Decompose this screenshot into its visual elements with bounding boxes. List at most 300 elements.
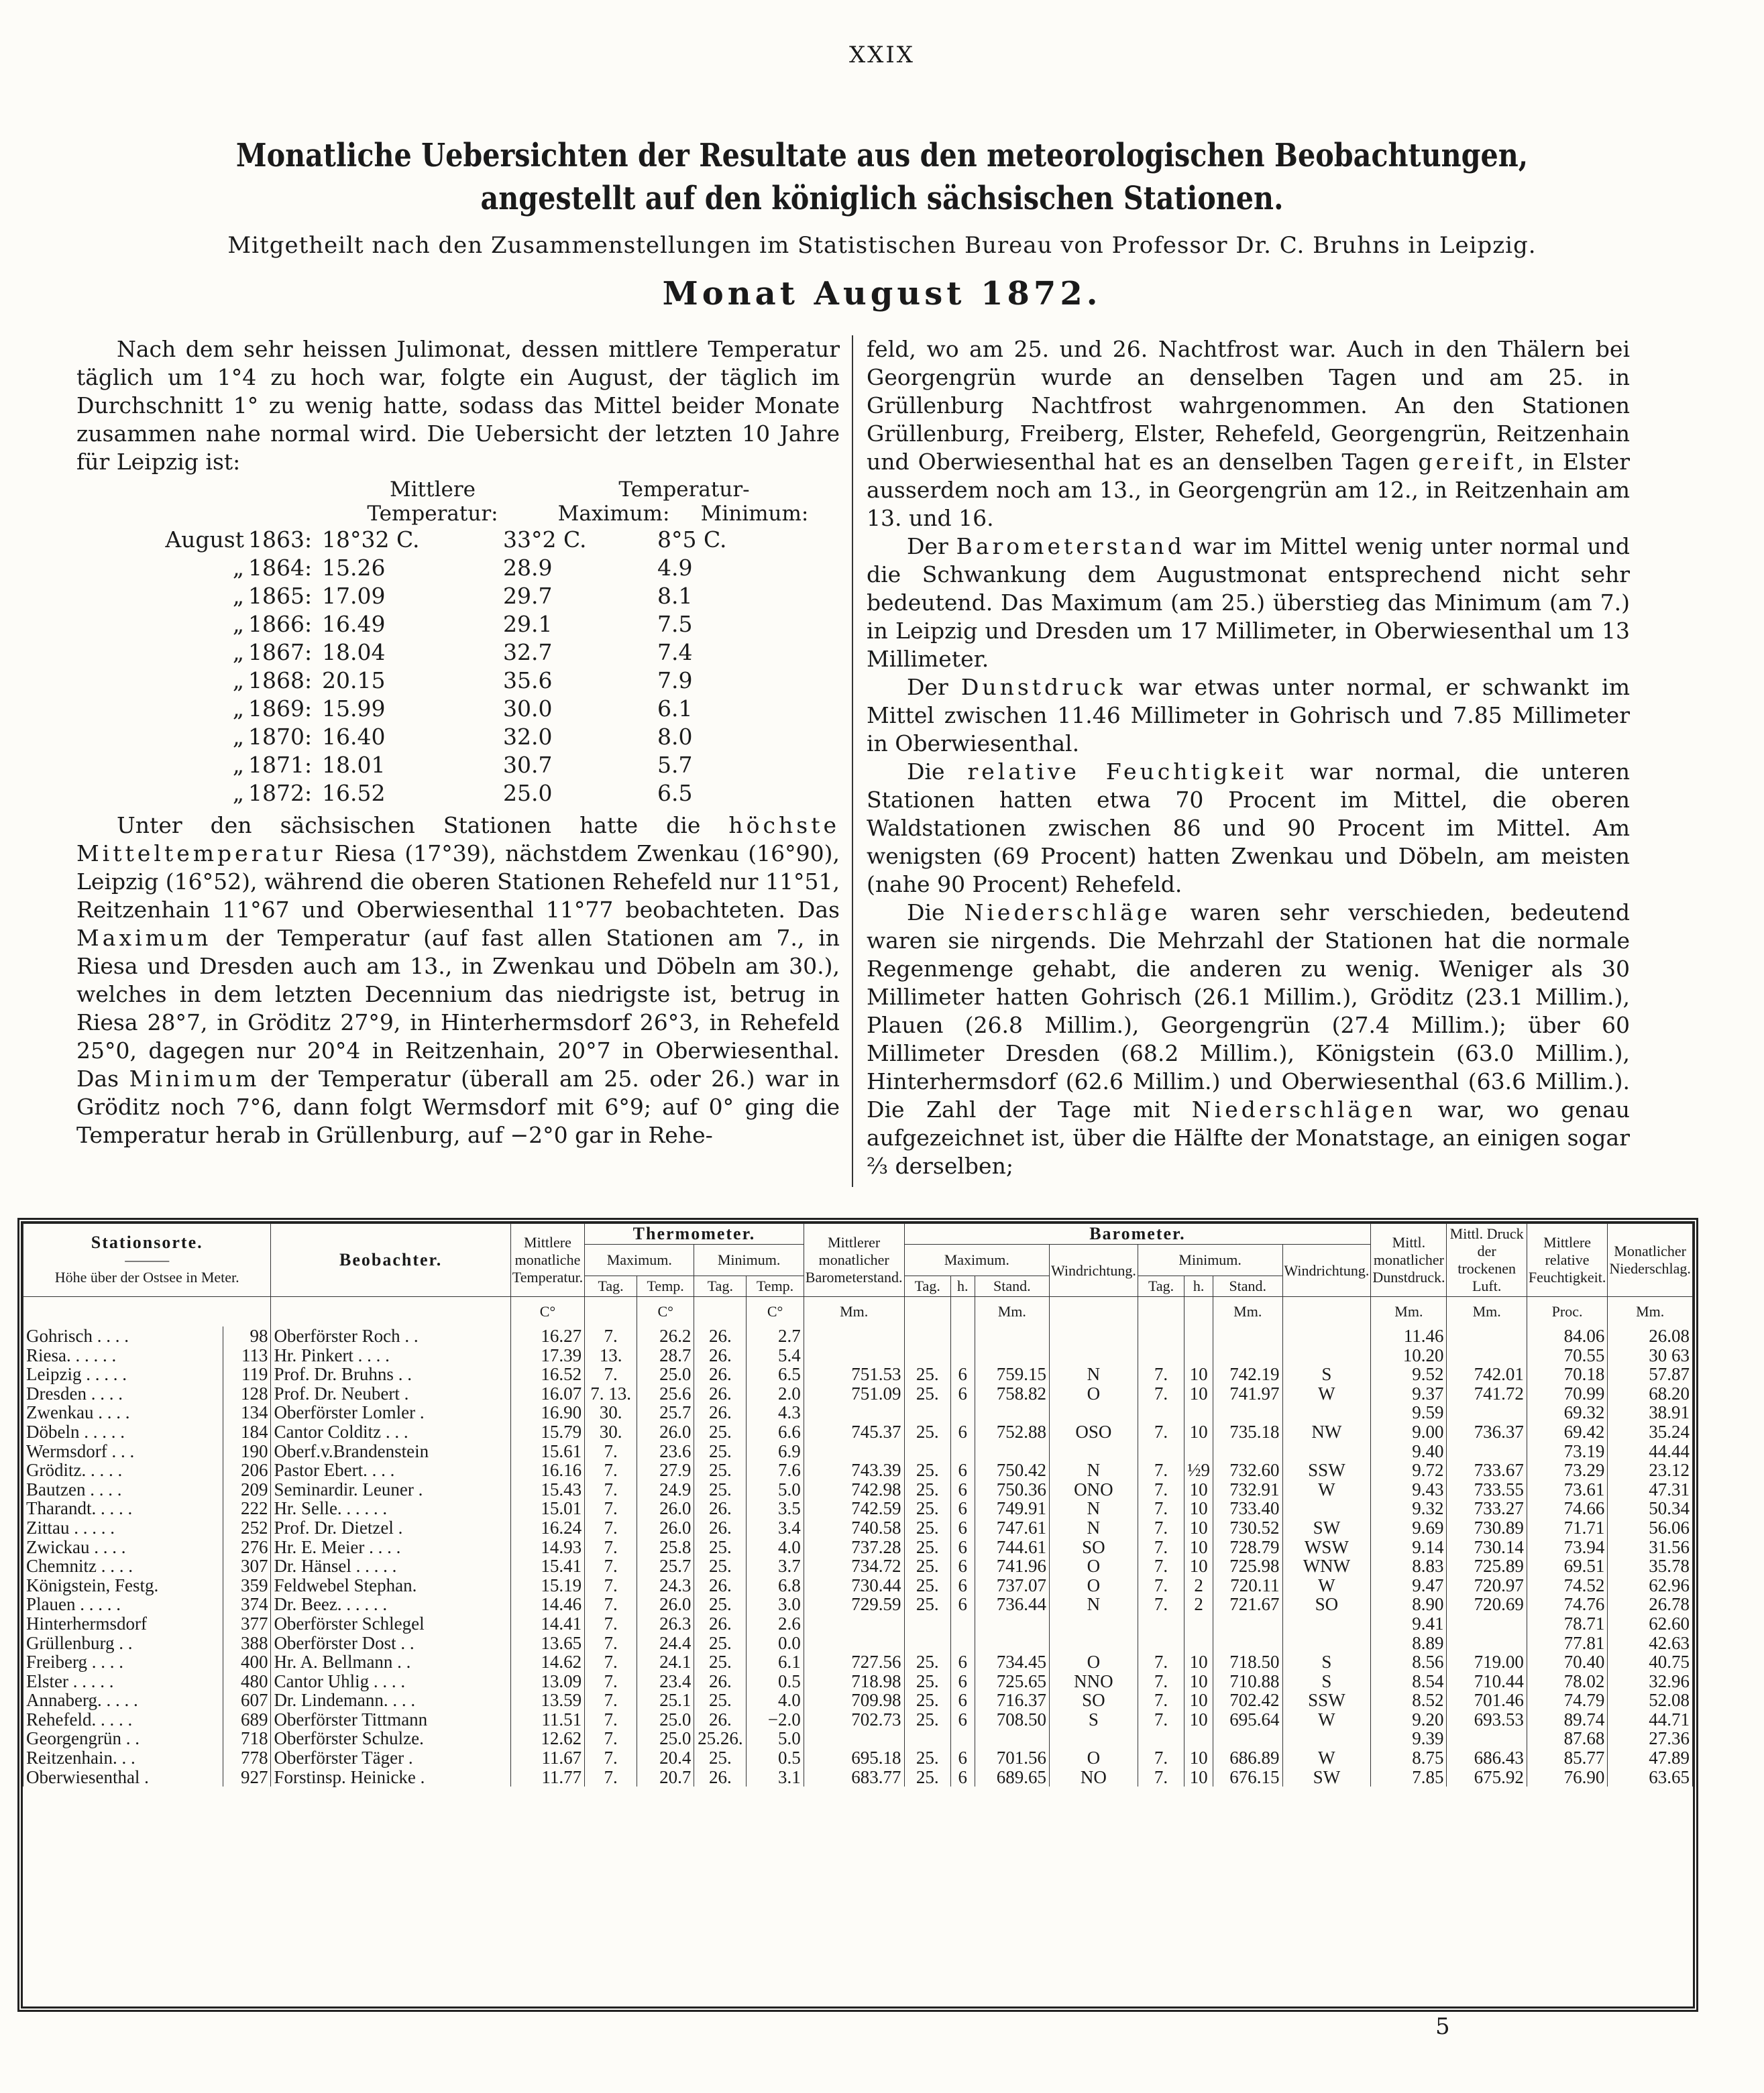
cell-bmax-hour: 6 (950, 1538, 975, 1557)
cell-tmax: 23.6 (637, 1442, 694, 1461)
cell-vapour: 9.00 (1371, 1422, 1447, 1442)
cell-bmax-day: 25. (904, 1365, 950, 1384)
r-p2-b: war im Mittel wenig unter normal und die Schwankung dem Augustmonat entsprechend nicht sehr bedeutend. Das Maximum (am 25.) überstieg das Minimum (am 7.) in Leipzig und Dresden um 17 Millimeter, in Oberwiesenthal um 13 Millimeter. (867, 533, 1630, 672)
trend-label: „ (232, 667, 244, 693)
cell-observer: Hr. Pinkert . . . . (271, 1346, 510, 1365)
cell-bmax-day (904, 1326, 950, 1346)
cell-tmin: 2.7 (747, 1326, 804, 1346)
cell-bmax: 752.88 (975, 1422, 1049, 1442)
cell-bmax (975, 1346, 1049, 1365)
cell-bmax: 736.44 (975, 1595, 1049, 1614)
cell-height: 778 (223, 1748, 271, 1768)
cell-dry-pressure: 719.00 (1447, 1652, 1527, 1672)
cell-dry-pressure: 693.53 (1447, 1710, 1527, 1730)
trend-mean: 20.15 (322, 667, 386, 693)
cell-station: Bautzen . . . . (23, 1480, 223, 1500)
cell-mean-baro: 730.44 (804, 1576, 904, 1595)
table-row (23, 1634, 1693, 1653)
cell-tmin-day: 26. (694, 1346, 747, 1365)
trend-min: 6.5 (657, 780, 693, 806)
cell-tmin: 2.0 (747, 1384, 804, 1404)
cell-bmax-day (904, 1346, 950, 1365)
cell-height: 927 (223, 1768, 271, 1787)
trend-row (76, 526, 840, 554)
table-row (23, 1768, 1693, 1787)
cell-bmin-hour: 10 (1184, 1557, 1213, 1576)
cell-bmax-hour: 6 (950, 1576, 975, 1595)
cell-bmin-day: 7. (1138, 1480, 1184, 1500)
cell-bmin-hour: 10 (1184, 1768, 1213, 1787)
cell-observer: Dr. Lindemann. . . . (271, 1691, 510, 1710)
cell-tmin: 6.6 (747, 1422, 804, 1442)
cell-bmin-wind: S (1282, 1672, 1371, 1691)
cell-bmin-hour: 10 (1184, 1710, 1213, 1730)
cell-dry-pressure: 736.37 (1447, 1422, 1527, 1442)
cell-dry-pressure: 741.72 (1447, 1384, 1527, 1404)
column-divider (852, 335, 853, 1187)
trend-mean: 18°32 C. (322, 526, 420, 553)
cell-dry-pressure: 701.46 (1447, 1691, 1527, 1710)
unit-cell: Mm. (1371, 1297, 1447, 1327)
cell-tmax-day: 7. (585, 1518, 637, 1538)
trend-max: 25.0 (503, 780, 553, 806)
cell-height: 400 (223, 1652, 271, 1672)
trend-year: 1870: (248, 724, 313, 750)
cell-bmin-day (1138, 1403, 1184, 1422)
cell-bmax: 750.36 (975, 1480, 1049, 1500)
cell-bmin-wind: SO (1282, 1595, 1371, 1614)
th-bmax-stand: Stand. (975, 1276, 1049, 1297)
trend-min: 6.1 (657, 695, 693, 722)
cell-bmax: 758.82 (975, 1384, 1049, 1404)
cell-bmax-day (904, 1729, 950, 1748)
stations-table (23, 1223, 1693, 1787)
cell-mean-temp: 16.52 (510, 1365, 584, 1384)
cell-vapour: 7.85 (1371, 1768, 1447, 1787)
cell-station: Annaberg. . . . . (23, 1691, 223, 1710)
table-row (23, 1691, 1693, 1710)
cell-station: Gohrisch . . . . (23, 1326, 223, 1346)
table-row (23, 1384, 1693, 1404)
cell-bmax-wind: SO (1050, 1538, 1138, 1557)
unit-cell: Mm. (1608, 1297, 1693, 1327)
trend-mean: 16.40 (322, 724, 386, 750)
cell-vapour: 8.89 (1371, 1634, 1447, 1653)
cell-bmin: 733.40 (1213, 1499, 1282, 1518)
cell-mean-baro: 729.59 (804, 1595, 904, 1614)
cell-vapour: 9.72 (1371, 1461, 1447, 1480)
cell-bmax: 759.15 (975, 1365, 1049, 1384)
cell-mean-baro: 718.98 (804, 1672, 904, 1691)
cell-tmax: 24.3 (637, 1576, 694, 1595)
cell-bmax-day: 25. (904, 1691, 950, 1710)
th-feucht: Mittlere relative Feuchtigkeit. (1527, 1224, 1607, 1297)
r-p1-b: , in Elster ausserdem noch am 13., in Georgengrün am 12., in Reitzenhain am 13. und 16. (867, 449, 1631, 531)
cell-bmin-wind: S (1282, 1365, 1371, 1384)
cell-observer: Oberförster Lomler . (271, 1403, 510, 1422)
cell-bmin-hour: 10 (1184, 1748, 1213, 1768)
title-line-2: angestellt auf den königlich sächsischen Stationen. (480, 180, 1284, 217)
cell-mean-temp: 14.62 (510, 1652, 584, 1672)
cell-precip: 38.91 (1608, 1403, 1693, 1422)
cell-observer: Hr. A. Bellmann . . (271, 1652, 510, 1672)
cell-station: Plauen . . . . . (23, 1595, 223, 1614)
cell-tmax-day: 7. (585, 1480, 637, 1500)
cell-bmin-wind: SW (1282, 1768, 1371, 1787)
cell-bmin: 686.89 (1213, 1748, 1282, 1768)
cell-bmin-day: 7. (1138, 1710, 1184, 1730)
cell-precip: 63.65 (1608, 1768, 1693, 1787)
cell-humidity: 70.99 (1527, 1384, 1607, 1404)
cell-bmax-day (904, 1403, 950, 1422)
cell-humidity: 69.42 (1527, 1422, 1607, 1442)
cell-bmax-day: 25. (904, 1384, 950, 1404)
cell-humidity: 71.71 (1527, 1518, 1607, 1538)
trend-year: 1871: (248, 752, 313, 778)
cell-bmax-hour: 6 (950, 1461, 975, 1480)
cell-bmax: 741.96 (975, 1557, 1049, 1576)
trend-header-temp: Temperatur- (618, 477, 750, 502)
cell-precip: 44.44 (1608, 1442, 1693, 1461)
cell-tmin: 4.0 (747, 1538, 804, 1557)
cell-bmax-day: 25. (904, 1518, 950, 1538)
cell-bmin-hour (1184, 1729, 1213, 1748)
cell-height: 359 (223, 1576, 271, 1595)
cell-bmin-wind (1282, 1634, 1371, 1653)
r-p4-a: Die (907, 758, 968, 785)
cell-tmax: 24.4 (637, 1634, 694, 1653)
cell-observer: Forstinsp. Heinicke . (271, 1768, 510, 1787)
cell-bmax-wind: O (1050, 1384, 1138, 1404)
cell-height: 388 (223, 1634, 271, 1653)
cell-bmin-day: 7. (1138, 1384, 1184, 1404)
page-footer-mark: 5 (1435, 2013, 1450, 2040)
cell-bmax: 734.45 (975, 1652, 1049, 1672)
cell-bmin-wind: NW (1282, 1422, 1371, 1442)
cell-bmax-hour: 6 (950, 1748, 975, 1768)
cell-station: Wermsdorf . . . (23, 1442, 223, 1461)
cell-bmax-wind: O (1050, 1557, 1138, 1576)
trend-max: 30.0 (503, 695, 553, 722)
cell-mean-temp: 13.65 (510, 1634, 584, 1653)
cell-bmin-hour: 10 (1184, 1365, 1213, 1384)
cell-bmin-hour: 2 (1184, 1595, 1213, 1614)
cell-precip: 26.08 (1608, 1326, 1693, 1346)
cell-bmin-hour: 10 (1184, 1538, 1213, 1557)
r-p4-spaced: relative Feuchtigkeit (967, 758, 1287, 785)
cell-bmin-hour (1184, 1403, 1213, 1422)
p2-text-a: Unter den sächsischen Stationen hatte die (117, 812, 729, 838)
cell-height: 252 (223, 1518, 271, 1538)
cell-bmax-wind: S (1050, 1710, 1138, 1730)
cell-tmax-day: 7. (585, 1652, 637, 1672)
cell-observer: Oberförster Schulze. (271, 1729, 510, 1748)
cell-mean-temp: 16.90 (510, 1403, 584, 1422)
cell-precip: 57.87 (1608, 1365, 1693, 1384)
cell-mean-baro (804, 1614, 904, 1634)
table-row (23, 1518, 1693, 1538)
cell-bmin-day: 7. (1138, 1576, 1184, 1595)
trend-mean: 16.52 (322, 780, 386, 806)
cell-bmin-wind (1282, 1614, 1371, 1634)
cell-bmin-day (1138, 1729, 1184, 1748)
cell-mean-baro (804, 1442, 904, 1461)
cell-vapour: 9.32 (1371, 1499, 1447, 1518)
cell-precip: 27.36 (1608, 1729, 1693, 1748)
trend-min: 7.4 (657, 639, 693, 665)
cell-station: Zittau . . . . . (23, 1518, 223, 1538)
th-tmax-temp: Temp. (637, 1276, 694, 1297)
unit-cell (1050, 1297, 1138, 1327)
cell-bmin: 710.88 (1213, 1672, 1282, 1691)
r-p5-spaced-2: Niederschlägen (1191, 1096, 1416, 1123)
cell-height: 119 (223, 1365, 271, 1384)
cell-vapour: 9.41 (1371, 1614, 1447, 1634)
cell-bmax-wind: N (1050, 1595, 1138, 1614)
cell-observer: Prof. Dr. Bruhns . . (271, 1365, 510, 1384)
cell-bmax (975, 1442, 1049, 1461)
trend-header-mean-2: Temperatur: (367, 502, 498, 526)
cell-bmax-wind: N (1050, 1365, 1138, 1384)
cell-bmax-wind: NNO (1050, 1672, 1138, 1691)
unit-cell (23, 1297, 271, 1327)
cell-mean-temp: 15.43 (510, 1480, 584, 1500)
table-row (23, 1672, 1693, 1691)
cell-bmin: 718.50 (1213, 1652, 1282, 1672)
cell-humidity: 74.52 (1527, 1576, 1607, 1595)
cell-precip: 40.75 (1608, 1652, 1693, 1672)
table-row (23, 1346, 1693, 1365)
cell-mean-temp: 15.79 (510, 1422, 584, 1442)
cell-bmax-hour: 6 (950, 1499, 975, 1518)
cell-bmin-hour: 2 (1184, 1576, 1213, 1595)
trend-header-min: Minimum: (700, 502, 809, 526)
trend-mean: 18.04 (322, 639, 386, 665)
cell-tmin: 0.5 (747, 1748, 804, 1768)
cell-bmin: 732.91 (1213, 1480, 1282, 1500)
cell-dry-pressure: 733.55 (1447, 1480, 1527, 1500)
cell-tmin-day: 25. (694, 1691, 747, 1710)
cell-bmax (975, 1634, 1049, 1653)
cell-tmin-day: 25.26. (694, 1729, 747, 1748)
cell-bmax-wind (1050, 1442, 1138, 1461)
right-column (867, 335, 1630, 1180)
cell-bmin-wind (1282, 1729, 1371, 1748)
cell-tmax: 25.7 (637, 1557, 694, 1576)
cell-bmax: 701.56 (975, 1748, 1049, 1768)
cell-precip: 35.78 (1608, 1557, 1693, 1576)
cell-bmax: 708.50 (975, 1710, 1049, 1730)
trend-max: 32.7 (503, 639, 553, 665)
cell-bmin (1213, 1729, 1282, 1748)
cell-bmin-hour: 10 (1184, 1422, 1213, 1442)
cell-tmax: 25.8 (637, 1538, 694, 1557)
cell-observer: Prof. Dr. Dietzel . (271, 1518, 510, 1538)
cell-bmin-wind: SSW (1282, 1691, 1371, 1710)
cell-mean-baro (804, 1326, 904, 1346)
table-row (23, 1652, 1693, 1672)
cell-humidity: 69.32 (1527, 1403, 1607, 1422)
cell-bmax-day: 25. (904, 1595, 950, 1614)
cell-bmin-day: 7. (1138, 1461, 1184, 1480)
table-row (23, 1595, 1693, 1614)
cell-bmax-day (904, 1614, 950, 1634)
cell-tmax: 20.4 (637, 1748, 694, 1768)
cell-bmax: 725.65 (975, 1672, 1049, 1691)
th-bmax-h: h. (950, 1276, 975, 1297)
cell-humidity: 74.76 (1527, 1595, 1607, 1614)
cell-bmax: 689.65 (975, 1768, 1049, 1787)
cell-bmin (1213, 1403, 1282, 1422)
cell-station: Reitzenhain. . . (23, 1748, 223, 1768)
trend-label: „ (232, 752, 244, 778)
unit-cell (1138, 1297, 1184, 1327)
cell-station: Königstein, Festg. (23, 1576, 223, 1595)
cell-station: Georgengrün . . (23, 1729, 223, 1748)
cell-bmax-hour: 6 (950, 1672, 975, 1691)
cell-bmax-day: 25. (904, 1748, 950, 1768)
th-station: Stationsorte. ——— Höhe über der Ostsee in Meter. (23, 1224, 271, 1297)
cell-mean-temp: 11.67 (510, 1748, 584, 1768)
trend-row (76, 610, 840, 638)
cell-bmax-day: 25. (904, 1499, 950, 1518)
unit-cell (271, 1297, 510, 1327)
unit-cell: C° (637, 1297, 694, 1327)
r-p2-spaced: Barometerstand (956, 533, 1185, 559)
cell-station: Elster . . . . . (23, 1672, 223, 1691)
cell-station: Rehefeld. . . . . (23, 1710, 223, 1730)
cell-tmin-day: 25. (694, 1480, 747, 1500)
cell-mean-temp: 16.24 (510, 1518, 584, 1538)
cell-tmin: −2.0 (747, 1710, 804, 1730)
cell-bmin-hour (1184, 1614, 1213, 1634)
cell-tmin: 3.4 (747, 1518, 804, 1538)
cell-bmin-day: 7. (1138, 1557, 1184, 1576)
cell-tmax-day: 7. (585, 1326, 637, 1346)
r-p5-b: waren sehr verschieden, bedeutend waren sie nirgends. Die Mehrzahl der Stationen hat die normale Regenmenge gehabt, die anderen zu wenig. Weniger als 30 Millimeter hatten Gohrisch (26.1 Millim.), Gröditz (23.1 Millim.), Plauen (26.8 Millim.), Georgengrün (27.4 Millim.); über 60 Millimeter Dresden (68.2 Millim.), Königstein (63.0 Millim.), Hinterhermsdorf (62.6 Millim.) und Oberwiesenthal (63.6 Millim.). Die Zahl der Tage mit (867, 899, 1630, 1123)
cell-tmin-day: 25. (694, 1634, 747, 1653)
cell-bmin-wind (1282, 1499, 1371, 1518)
cell-bmax-hour: 6 (950, 1557, 975, 1576)
cell-observer: Oberf.v.Brandenstein (271, 1442, 510, 1461)
cell-bmin: 732.60 (1213, 1461, 1282, 1480)
th-nieder: Monatlicher Niederschlag. (1608, 1224, 1693, 1297)
cell-bmin-day (1138, 1442, 1184, 1461)
cell-height: 222 (223, 1499, 271, 1518)
cell-mean-temp: 14.46 (510, 1595, 584, 1614)
trend-max: 35.6 (503, 667, 553, 693)
trend-year: 1863: (248, 526, 313, 553)
cell-tmax-day: 7. (585, 1748, 637, 1768)
intro-paragraph: Nach dem sehr heissen Julimonat, dessen mittlere Temperatur täglich um 1°4 zu hoch war, folgte ein August, der täglich im Durchschnitt 1° zu wenig hatte, sodass das Mittel beider Monate zusammen nahe normal wird. Die Uebersicht der letzten 10 Jahre für Leipzig ist: (76, 336, 840, 475)
cell-height: 190 (223, 1442, 271, 1461)
cell-bmin (1213, 1442, 1282, 1461)
cell-dry-pressure (1447, 1729, 1527, 1748)
cell-bmin-day: 7. (1138, 1518, 1184, 1538)
cell-vapour: 9.39 (1371, 1729, 1447, 1748)
r-p2-a: Der (907, 533, 956, 559)
cell-tmin: 0.5 (747, 1672, 804, 1691)
cell-station: Döbeln . . . . . (23, 1422, 223, 1442)
trend-max: 33°2 C. (503, 526, 587, 553)
cell-observer: Hr. Selle. . . . . . (271, 1499, 510, 1518)
cell-bmin: 676.15 (1213, 1768, 1282, 1787)
cell-vapour: 8.83 (1371, 1557, 1447, 1576)
cell-bmin-day (1138, 1346, 1184, 1365)
cell-bmax-day (904, 1442, 950, 1461)
trend-label: „ (232, 555, 244, 581)
cell-dry-pressure: 742.01 (1447, 1365, 1527, 1384)
cell-bmax-wind (1050, 1614, 1138, 1634)
cell-bmax-day: 25. (904, 1672, 950, 1691)
cell-tmax-day: 7. (585, 1614, 637, 1634)
cell-tmax-day: 7. 13. (585, 1384, 637, 1404)
trend-row (76, 667, 840, 695)
cell-precip: 47.31 (1608, 1480, 1693, 1500)
cell-bmin-wind: W (1282, 1480, 1371, 1500)
cell-bmax-wind (1050, 1729, 1138, 1748)
cell-observer: Oberförster Dost . . (271, 1634, 510, 1653)
cell-bmin (1213, 1326, 1282, 1346)
cell-observer: Prof. Dr. Neubert . (271, 1384, 510, 1404)
cell-vapour: 8.52 (1371, 1691, 1447, 1710)
cell-bmin-wind: WSW (1282, 1538, 1371, 1557)
trend-mean: 16.49 (322, 611, 386, 637)
cell-precip: 62.60 (1608, 1614, 1693, 1634)
cell-tmax-day: 30. (585, 1403, 637, 1422)
table-row (23, 1538, 1693, 1557)
cell-bmin-hour: 10 (1184, 1518, 1213, 1538)
cell-bmax: 747.61 (975, 1518, 1049, 1538)
cell-mean-baro: 745.37 (804, 1422, 904, 1442)
cell-humidity: 69.51 (1527, 1557, 1607, 1576)
trend-header-mean: Mittlere (390, 477, 476, 502)
leipzig-decade-table (76, 477, 840, 807)
trend-min: 8°5 C. (657, 526, 727, 553)
cell-tmin-day: 26. (694, 1499, 747, 1518)
cell-bmax-hour (950, 1403, 975, 1422)
cell-bmax (975, 1614, 1049, 1634)
p2-spaced-1: höchste Mitteltemperatur (76, 812, 840, 866)
cell-tmin: 3.7 (747, 1557, 804, 1576)
r-p4-b: war normal, die unteren Stationen hatten etwa 70 Procent im Mittel, die oberen Waldstationen zwischen 86 und 90 Procent im Mittel. Am wenigsten (69 Procent) hatten Zwenkau und Döbeln, am meisten (nahe 90 Procent) Rehefeld. (867, 758, 1630, 897)
cell-bmax-hour (950, 1614, 975, 1634)
unit-cell: Mm. (975, 1297, 1049, 1327)
table-row (23, 1557, 1693, 1576)
th-observer: Beobachter. (271, 1224, 510, 1297)
cell-bmin-day: 7. (1138, 1595, 1184, 1614)
cell-humidity: 70.40 (1527, 1652, 1607, 1672)
cell-precip: 50.34 (1608, 1499, 1693, 1518)
cell-station: Leipzig . . . . . (23, 1365, 223, 1384)
cell-bmax-wind: OSO (1050, 1422, 1138, 1442)
cell-humidity: 74.79 (1527, 1691, 1607, 1710)
p2-text-d: der Temperatur (überall am 25. oder 26.) war in Gröditz noch 7°6, dann folgt Wermsdorf mit 6°9; auf 0° ging die Temperatur herab in Grüllenburg, auf −2°0 gar in Rehe- (76, 1066, 840, 1148)
cell-humidity: 77.81 (1527, 1634, 1607, 1653)
trend-year: 1866: (248, 611, 313, 637)
cell-bmin-hour: 10 (1184, 1384, 1213, 1404)
cell-bmin-day: 7. (1138, 1538, 1184, 1557)
unit-cell: Mm. (804, 1297, 904, 1327)
cell-tmax-day: 7. (585, 1576, 637, 1595)
cell-height: 184 (223, 1422, 271, 1442)
th-bmin-h: h. (1184, 1276, 1213, 1297)
cell-bmax-wind (1050, 1346, 1138, 1365)
cell-precip: 26.78 (1608, 1595, 1693, 1614)
cell-bmax-hour: 6 (950, 1422, 975, 1442)
cell-bmin-wind (1282, 1403, 1371, 1422)
trend-row (76, 638, 840, 667)
